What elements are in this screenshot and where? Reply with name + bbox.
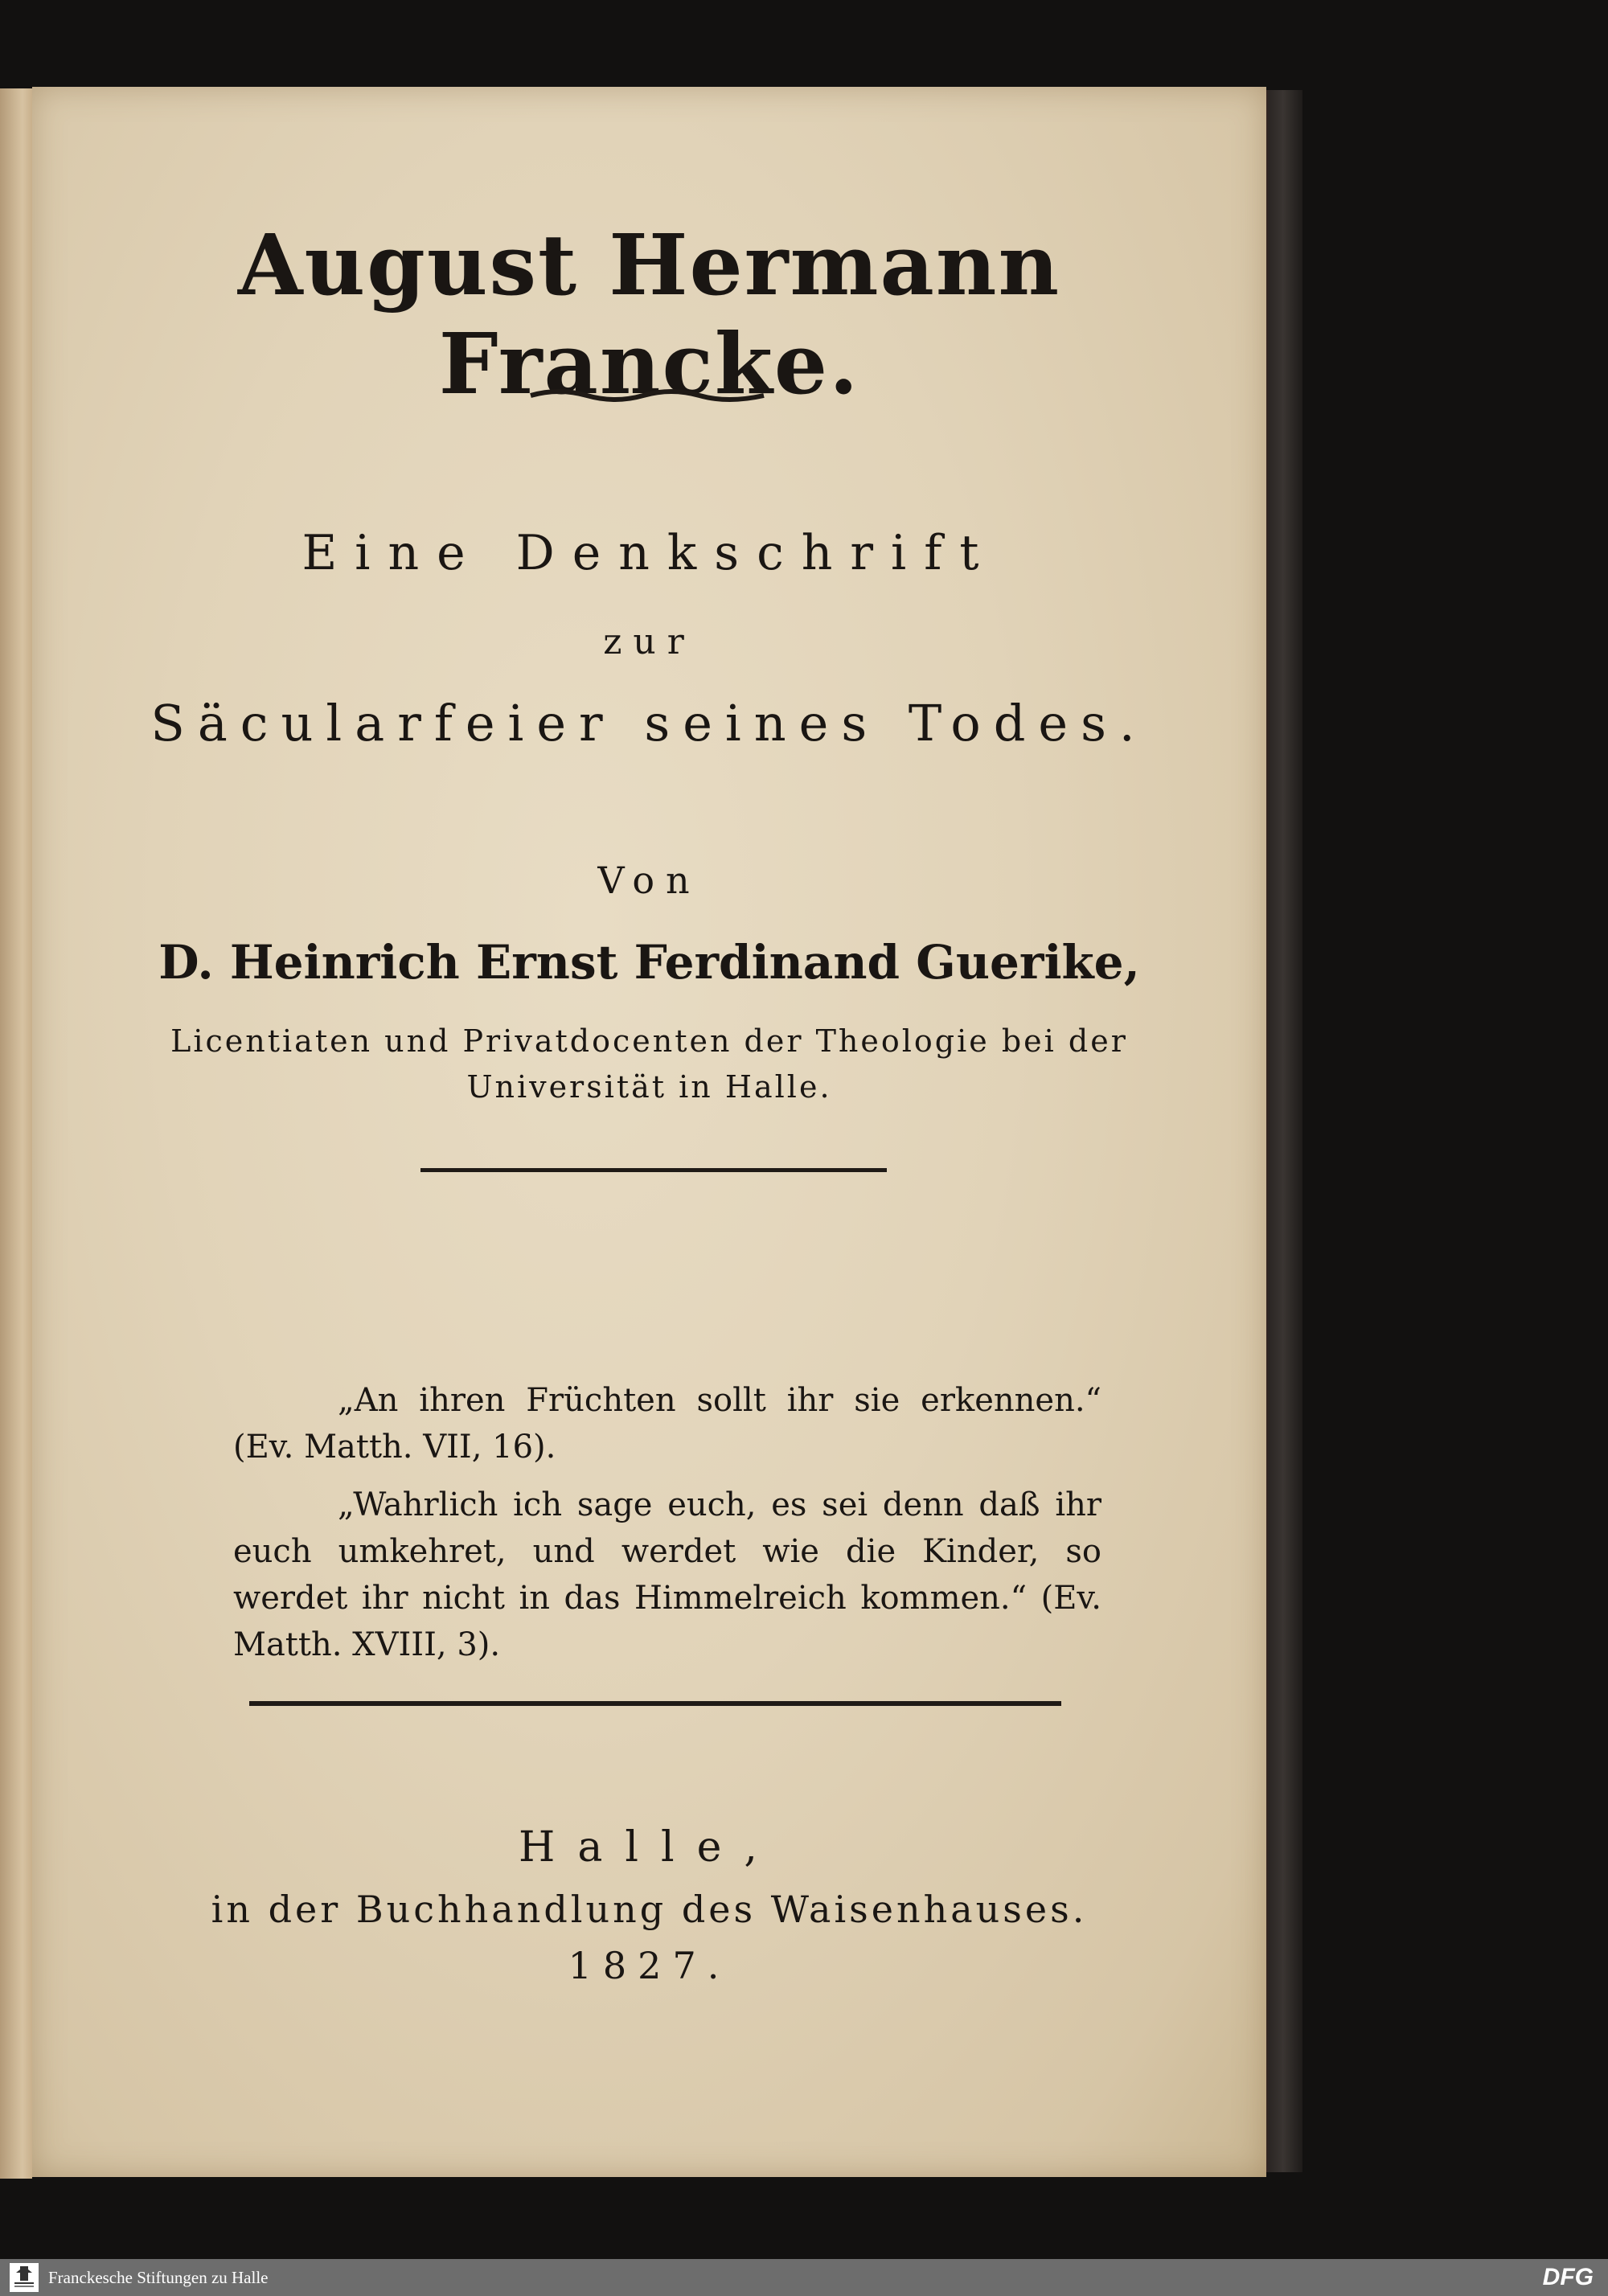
author-credentials-2: Universität in Halle. — [466, 1069, 832, 1105]
dfg-logo[interactable]: DFG — [1542, 2264, 1594, 2290]
ornamental-rule — [527, 384, 768, 404]
owner-label[interactable]: Franckesche Stiftungen zu Halle — [48, 2268, 269, 2287]
divider-rule — [420, 1168, 887, 1172]
subtitle-line-3: Säcularfeier seines Todes. — [150, 694, 1148, 752]
epigraph-quote-2: „Wahrlich ich sage euch, es sei denn daß ihr euch umkehret, und werdet wie die Kinder, so werdet ihr nicht in das Himmelreich kommen.“ (Ev. Matth. XVIII, 3). — [233, 1486, 1101, 1663]
francke-foundation-logo-icon[interactable] — [10, 2263, 39, 2292]
subtitle-line-2: zur — [603, 621, 695, 662]
previous-page-edge — [0, 88, 32, 2179]
publication-year: 1827. — [568, 1944, 731, 1987]
subtitle-line-1: Eine Denkschrift — [302, 525, 997, 581]
epigraph-quote-1: „An ihren Früchten sollt ihr sie erkennen.“ (Ev. Matth. VII, 16). — [233, 1382, 1101, 1466]
viewer-footer — [0, 2259, 1608, 2296]
publisher-city: Halle, — [519, 1823, 780, 1872]
book-title: August Hermann Francke. — [237, 215, 1061, 413]
title-page — [32, 87, 1266, 2177]
divider-rule-bottom — [249, 1701, 1061, 1706]
author-credentials-1: Licentiaten und Privatdocenten der Theologie bei der — [170, 1023, 1128, 1059]
by-label: Von — [597, 859, 701, 902]
author-name: D. Heinrich Ernst Ferdinand Guerike, — [158, 935, 1140, 990]
publisher-name: in der Buchhandlung des Waisenhauses. — [211, 1888, 1088, 1931]
